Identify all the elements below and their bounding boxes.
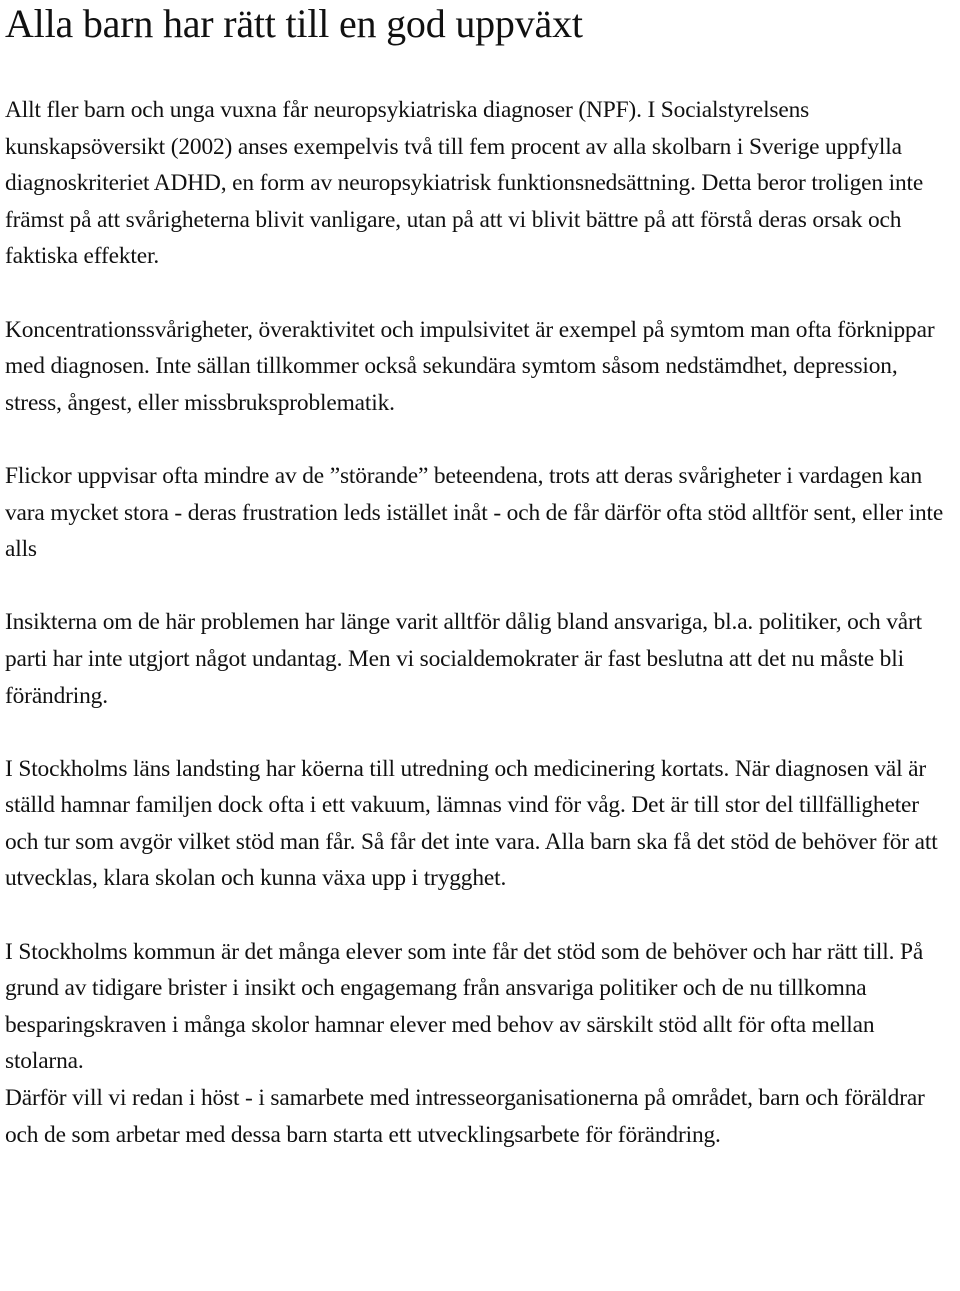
- paragraph-girls: Flickor uppvisar ofta mindre av de ”störande” beteendena, trots att deras svårigheter i vardagen kan vara mycket stora - deras frustration leds istället inåt - och de får därför ofta stöd alltför sent, eller inte alls: [5, 462, 944, 563]
- document-title: Alla barn har rätt till en god uppväxt: [5, 1, 583, 46]
- paragraph-stockholm-municipality: I Stockholms kommun är det många elever som inte får det stöd som de behöver och har rätt till. På grund av tidigare brister i insikt och engagemang från ansvariga politiker och de nu tillkomna besparingskraven i många skolor hamnar elever med behov av särskilt stöd allt för ofta mellan stolarna.: [5, 938, 924, 1075]
- paragraph-npf-diagnoses: Allt fler barn och unga vuxna får neuropsykiatriska diagnoser (NPF). I Socialstyrelsens kunskapsöversikt (2002) anses exempelvis två till fem procent av alla skolbarn i Sverige uppfylla diagnoskriteriet ADHD, en form av neuropsykiatrisk funktionsnedsättning. Detta beror troligen inte främst på att svårigheterna blivit vanligare, utan på att vi blivit bättre på att förstå deras orsak och faktiska effekter.: [5, 97, 924, 270]
- paragraph-development-work: Därför vill vi redan i höst - i samarbete med intresseorganisationerna på området, barn och föräldrar och de som arbetar med dessa barn starta ett utvecklingsarbete för förändring.: [5, 1085, 925, 1148]
- paragraph-symptoms: Koncentrationssvårigheter, överaktivitet och impulsivitet är exempel på symtom man ofta förknippar med diagnosen. Inte sällan tillkommer också sekundära symtom såsom nedstämdhet, depression, stress, ångest, eller missbruksproblematik.: [5, 316, 935, 416]
- document-page: [5, 0, 957, 1153]
- paragraph-insights: Insikterna om de här problemen har länge varit alltför dålig bland ansvariga, bl.a. politiker, och vårt parti har inte utgjort något undantag. Men vi socialdemokrater är fast beslutna att det nu måste bli förändring.: [5, 609, 922, 709]
- paragraph-county-council: I Stockholms läns landsting har köerna till utredning och medicinering kortats. När diagnosen väl är ställd hamnar familjen dock ofta i ett vakuum, lämnas vind för våg. Det är till stor del tillfälligheter och tur som avgör vilket stöd man får. Så får det inte vara. Alla barn ska få det stöd de behöver för att utvecklas, klara skolan och kunna växa upp i trygghet.: [5, 755, 938, 892]
